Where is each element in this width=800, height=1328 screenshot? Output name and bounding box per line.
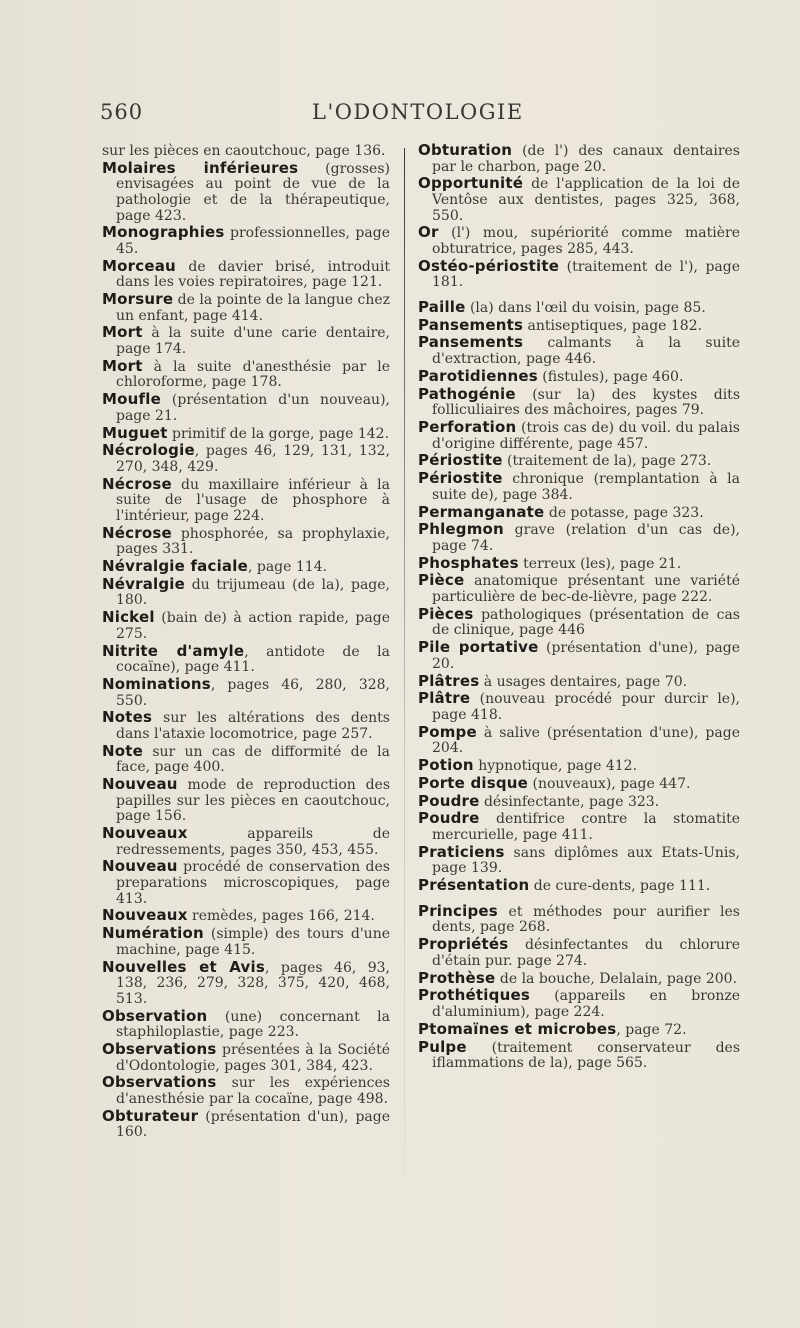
index-entry bbox=[418, 522, 740, 554]
index-entry bbox=[102, 225, 390, 257]
index-description: à salive (présentation d'une), page 204. bbox=[432, 724, 740, 757]
index-term: Pansements bbox=[418, 333, 524, 352]
index-entry bbox=[418, 553, 740, 573]
index-term: Morsure bbox=[102, 290, 174, 309]
index-description: phosphorée, sa prophylaxie, pages 331. bbox=[116, 525, 390, 558]
index-term: Opportunité bbox=[418, 174, 524, 193]
index-entry bbox=[102, 1006, 390, 1041]
index-description: anatomique présentant une variété particulière de bec-de-lièvre, page 222. bbox=[432, 573, 740, 606]
index-term: Muguet bbox=[102, 423, 168, 442]
index-term: Pièces bbox=[418, 604, 474, 623]
index-term: Mort bbox=[102, 356, 143, 375]
index-term: Morceau bbox=[102, 256, 176, 275]
index-entry bbox=[102, 1106, 390, 1141]
index-term: Nécrose bbox=[102, 474, 172, 493]
index-entry bbox=[102, 826, 390, 858]
index-description: (appareils en bronze d'aluminium), page 224. bbox=[432, 988, 740, 1020]
index-entry bbox=[102, 1075, 390, 1107]
index-term: Ptomaïnes et microbes bbox=[418, 1019, 617, 1038]
index-entry bbox=[418, 143, 740, 175]
index-description: (traitement de la), page 273. bbox=[502, 453, 712, 470]
index-term: Note bbox=[102, 741, 144, 760]
index-term: Phlegmon bbox=[418, 520, 504, 539]
index-description: primitif de la gorge, page 142. bbox=[167, 425, 390, 442]
index-description: présentées à la Société d'Odontologie, pages 301, 384, 423. bbox=[116, 1041, 390, 1074]
index-term: Prothèse bbox=[418, 968, 496, 987]
index-description: pathologiques (présentation de cas de clinique, page 446 bbox=[432, 606, 740, 639]
index-description: appareils de redressements, pages 350, 453, 455. bbox=[116, 826, 390, 858]
index-entry bbox=[418, 1037, 740, 1072]
column-divider bbox=[404, 148, 405, 1178]
index-term: Perforation bbox=[418, 418, 517, 436]
index-entry bbox=[102, 559, 390, 576]
index-term: Observations bbox=[102, 1039, 217, 1058]
index-term: Nouveau bbox=[102, 857, 178, 876]
index-description: professionnelles, page 45. bbox=[116, 225, 390, 257]
index-description: , pages 46, 93, 138, 236, 279, 328, 375, 420, 468, 513. bbox=[116, 959, 391, 1007]
index-term: Prothétiques bbox=[418, 986, 530, 1005]
index-term: Paille bbox=[418, 297, 466, 316]
index-term: Observations bbox=[102, 1073, 217, 1092]
index-entry bbox=[102, 574, 390, 609]
index-description: sur les pièces en caoutchouc, page 136. bbox=[102, 143, 386, 159]
index-entry bbox=[102, 908, 390, 925]
index-description: (de l') des canaux dentaires par le charbon, page 20. bbox=[432, 143, 740, 175]
index-term: Moufle bbox=[102, 390, 161, 409]
index-description: du trijumeau (de la), page, 180. bbox=[116, 576, 390, 609]
running-title: L'ODONTOLOGIE bbox=[312, 100, 524, 124]
index-entry bbox=[418, 758, 740, 775]
index-description: (présentation d'une), page 20. bbox=[432, 640, 741, 672]
index-entry bbox=[102, 256, 390, 291]
index-entry bbox=[102, 710, 390, 742]
index-description: (bain de) à action rapide, page 275. bbox=[116, 610, 390, 642]
index-entry bbox=[418, 937, 740, 969]
index-description: (fistules), page 460. bbox=[537, 368, 684, 385]
index-term: Poudre bbox=[418, 791, 480, 810]
index-description: sur un cas de difformité de la face, page 400. bbox=[116, 743, 390, 776]
index-entry bbox=[418, 256, 740, 291]
index-term: Nickel bbox=[102, 608, 155, 627]
index-entry bbox=[102, 423, 390, 443]
index-column-right bbox=[418, 143, 740, 1073]
index-entry bbox=[102, 292, 390, 324]
index-entry bbox=[418, 988, 740, 1020]
index-entry bbox=[418, 315, 740, 335]
index-description: dentifrice contre la stomatite mercurielle, page 411. bbox=[432, 811, 740, 844]
index-description: hypnotique, page 412. bbox=[473, 758, 638, 775]
index-term: Obturateur bbox=[102, 1106, 199, 1125]
index-description: mode de reproduction des papilles sur les pièces en caoutchouc, page 156. bbox=[116, 777, 390, 825]
index-description: grave (relation d'un cas de), page 74. bbox=[432, 522, 740, 554]
index-description: procédé de conservation des preparations microscopiques, page 413. bbox=[116, 859, 390, 907]
index-entry bbox=[418, 901, 740, 936]
index-entry bbox=[102, 1039, 390, 1074]
index-description: sur les expériences d'anesthésie par la cocaïne, page 498. bbox=[116, 1075, 390, 1107]
index-entry bbox=[418, 791, 740, 811]
index-description: sur les altérations des dents dans l'ataxie locomotrice, page 257. bbox=[116, 710, 390, 742]
index-entry bbox=[418, 335, 740, 367]
index-entry bbox=[418, 773, 740, 793]
index-description: (sur la) des kystes dits folliculiaires des mâchoires, pages 79. bbox=[432, 386, 740, 419]
index-entry bbox=[418, 722, 740, 757]
index-entry bbox=[418, 842, 740, 877]
index-term: Permanganate bbox=[418, 502, 545, 521]
index-description: (la) dans l'œil du voisin, page 85. bbox=[465, 299, 706, 316]
index-term: Périostite bbox=[418, 469, 503, 488]
index-description: à la suite d'anesthésie par le chloroforme, page 178. bbox=[116, 358, 390, 391]
index-term: Névralgie faciale bbox=[102, 557, 248, 576]
index-description: (nouveaux), page 447. bbox=[528, 775, 691, 792]
index-entry bbox=[418, 176, 740, 224]
index-entry bbox=[102, 957, 391, 1008]
index-term: Nitrite d'amyle bbox=[102, 641, 245, 660]
index-term: Numération bbox=[102, 924, 204, 943]
index-term: Nouveaux bbox=[102, 824, 188, 843]
index-term: Observation bbox=[102, 1006, 208, 1025]
index-entry bbox=[102, 325, 390, 357]
index-description: à la suite d'une carie dentaire, page 174. bbox=[116, 325, 390, 358]
index-description: (l') mou, supériorité comme matière obturatrice, pages 285, 443. bbox=[432, 225, 740, 257]
index-description: (nouveau procédé pour durcir le), page 418. bbox=[432, 691, 740, 723]
index-term: Nécrologie bbox=[102, 441, 195, 460]
index-description: (traitement conservateur des iflammations de la), page 565. bbox=[432, 1039, 740, 1072]
index-term: Potion bbox=[418, 756, 474, 775]
index-description: (présentation d'un nouveau), page 21. bbox=[116, 392, 390, 424]
index-entry bbox=[418, 420, 740, 452]
index-term: Plâtres bbox=[418, 671, 480, 690]
index-description: (trois cas de) du voil. du palais d'origine différente, page 457. bbox=[432, 420, 740, 452]
index-entry bbox=[102, 610, 390, 642]
index-entry bbox=[102, 523, 390, 558]
index-term: Nouveau bbox=[102, 775, 178, 794]
index-term: Nouvelles et Avis bbox=[102, 957, 265, 976]
index-entry bbox=[418, 691, 740, 723]
index-description: à usages dentaires, page 70. bbox=[479, 673, 688, 690]
page-header bbox=[0, 100, 800, 130]
index-entry bbox=[102, 356, 390, 391]
index-entry bbox=[418, 1019, 740, 1039]
index-entry bbox=[418, 604, 740, 639]
index-term: Propriétés bbox=[418, 935, 509, 954]
index-entry bbox=[418, 968, 740, 988]
index-description: désinfectantes du chlorure d'étain pur. page 274. bbox=[432, 937, 740, 969]
index-entry bbox=[418, 225, 740, 257]
index-description: de la pointe de la langue chez un enfant, page 414. bbox=[116, 292, 390, 324]
index-description: (grosses) envisagées au point de vue de la pathologie et de la thérapeutique, page 423. bbox=[116, 160, 390, 224]
index-column-left bbox=[102, 143, 390, 1142]
index-term: Pompe bbox=[418, 722, 477, 741]
index-description: (présentation d'un), page 160. bbox=[116, 1108, 390, 1141]
index-description: , pages 46, 280, 328, 550. bbox=[116, 677, 390, 709]
index-term: Nécrose bbox=[102, 523, 172, 542]
page-number: 560 bbox=[100, 100, 144, 124]
index-term: Principes bbox=[418, 901, 498, 920]
index-entry bbox=[102, 926, 390, 958]
index-term: Périostite bbox=[418, 451, 503, 470]
index-entry bbox=[418, 811, 740, 843]
index-term: Poudre bbox=[418, 809, 480, 828]
index-term: Mort bbox=[102, 323, 143, 342]
index-term: Pathogénie bbox=[418, 384, 516, 403]
index-term: Pièce bbox=[418, 571, 465, 590]
index-term: Molaires inférieures bbox=[102, 158, 299, 177]
index-entry bbox=[102, 777, 390, 825]
index-term: Obturation bbox=[418, 141, 513, 159]
index-description: antiseptiques, page 182. bbox=[523, 317, 703, 334]
index-description: calmants à la suite d'extraction, page 446. bbox=[432, 335, 740, 368]
index-description: et méthodes pour aurifier les dents, page 268. bbox=[432, 903, 740, 936]
index-term: Nominations bbox=[102, 675, 211, 693]
index-description: chronique (remplantation à la suite de), page 384. bbox=[432, 471, 740, 503]
index-term: Parotidiennes bbox=[418, 366, 538, 385]
index-entry bbox=[418, 384, 740, 419]
index-entry bbox=[418, 502, 740, 522]
index-entry bbox=[418, 366, 740, 386]
index-entry bbox=[418, 573, 740, 605]
index-term: Ostéo-périostite bbox=[418, 256, 560, 275]
index-entry bbox=[102, 143, 390, 160]
index-term: Présentation bbox=[418, 876, 530, 895]
index-description: terreux (les), page 21. bbox=[518, 555, 682, 572]
index-entry bbox=[418, 471, 740, 503]
index-term: Phosphates bbox=[418, 553, 519, 572]
index-term: Nouveaux bbox=[102, 906, 188, 925]
index-entry bbox=[102, 474, 390, 525]
index-entry bbox=[418, 878, 740, 895]
index-term: Pulpe bbox=[418, 1037, 467, 1056]
index-description: remèdes, pages 166, 214. bbox=[187, 908, 375, 925]
index-description: (traitement de l'), page 181. bbox=[432, 258, 740, 291]
index-description: , page 114. bbox=[247, 559, 328, 576]
index-term: Monographies bbox=[102, 223, 225, 242]
index-description: (une) concernant la staphiloplastie, page 223. bbox=[116, 1008, 390, 1041]
index-description: de potasse, page 323. bbox=[544, 504, 704, 521]
index-entry bbox=[418, 297, 740, 317]
index-entry bbox=[418, 640, 740, 672]
index-entry bbox=[418, 453, 740, 470]
index-description: de davier brisé, introduit dans les voies repiratoires, page 121. bbox=[116, 258, 390, 291]
index-entry bbox=[102, 443, 390, 475]
index-description: sans diplômes aux Etats-Unis, page 139. bbox=[432, 844, 740, 877]
index-entry bbox=[102, 859, 390, 907]
index-description: , page 72. bbox=[616, 1021, 687, 1038]
index-term: Notes bbox=[102, 708, 153, 727]
index-entry bbox=[102, 677, 390, 709]
index-term: Porte disque bbox=[418, 773, 529, 792]
index-entry bbox=[418, 671, 740, 691]
index-description: de la bouche, Delalain, page 200. bbox=[495, 970, 738, 987]
index-description: , pages 46, 129, 131, 132, 270, 348, 429. bbox=[116, 443, 390, 475]
index-description: (simple) des tours d'une machine, page 415. bbox=[116, 926, 390, 958]
index-entry bbox=[102, 392, 390, 424]
index-term: Névralgie bbox=[102, 574, 186, 593]
index-term: Pile portative bbox=[418, 638, 539, 657]
index-term: Pansements bbox=[418, 315, 524, 334]
index-description: désinfectante, page 323. bbox=[479, 793, 660, 810]
index-term: Or bbox=[418, 223, 439, 242]
index-term: Plâtre bbox=[418, 689, 471, 708]
index-description: du maxillaire inférieur à la suite de l'usage de phosphore à l'intérieur, page 224. bbox=[116, 476, 390, 524]
index-entry bbox=[102, 641, 390, 676]
index-description: de cure-dents, page 111. bbox=[529, 878, 711, 895]
index-description: de l'application de la loi de Ventôse aux dentistes, pages 325, 368, 550. bbox=[432, 176, 740, 224]
index-description: , antidote de la cocaïne), page 411. bbox=[116, 643, 390, 676]
index-term: Praticiens bbox=[418, 842, 505, 861]
index-entry bbox=[102, 741, 390, 776]
index-entry bbox=[102, 158, 390, 224]
